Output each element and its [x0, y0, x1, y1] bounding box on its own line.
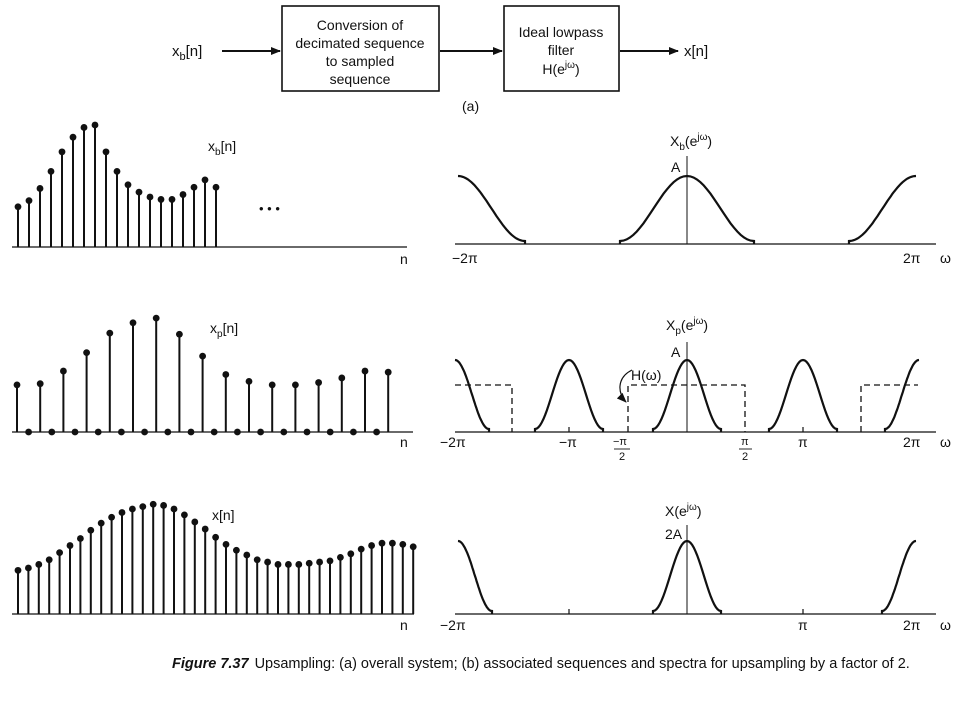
xp-sample [188, 429, 195, 436]
xp-lobe-pi [769, 360, 837, 432]
x-sample [399, 541, 406, 548]
xp-sample [338, 375, 345, 382]
xp-sample [48, 429, 55, 436]
xp-label: $x_p[n]$ [210, 320, 239, 340]
xb-sample [70, 134, 77, 141]
row3-tick-2pi: 2π [903, 617, 921, 633]
xb-sample [81, 124, 88, 131]
xp-sample [222, 371, 229, 378]
row2-n-label: n [400, 434, 408, 450]
row1-n-label: n [400, 251, 408, 267]
row3-tick-neg2pi: −2π [440, 617, 466, 633]
x-sample [171, 506, 178, 513]
xb-label: $x_b[n]$ [208, 138, 237, 158]
tick-neg-pi-over-2 [613, 436, 630, 463]
xb-sample [147, 194, 154, 201]
xb-lobe-left [458, 176, 525, 244]
x-label: x[n] [212, 507, 235, 523]
x-sample [358, 546, 365, 553]
continuation-dots: • • • [259, 201, 280, 216]
filter-block-transfer-fn: $H(e^{j\omega})$ [542, 60, 580, 77]
row1-tick-neg2pi: −2π [452, 250, 478, 266]
input-label: $x_b[n]$ [172, 43, 203, 63]
xp-sample [164, 429, 171, 436]
x-sample [212, 534, 219, 541]
x-sample [379, 540, 386, 547]
x-sample [77, 535, 84, 542]
x-sample [223, 541, 230, 548]
figure-caption [172, 655, 932, 674]
row2-omega-label: ω [940, 434, 951, 450]
x-sample [15, 567, 22, 574]
xb-sample [37, 185, 44, 192]
caption-text: Upsampling: (a) overall system; (b) associated sequences and spectra for upsampling by a factor of 2. [254, 656, 910, 672]
x-sample [191, 519, 198, 526]
x-sample [56, 549, 63, 556]
conversion-block-line2: decimated sequence [295, 35, 425, 51]
xb-sample [158, 196, 165, 203]
x-sample [25, 565, 32, 572]
xb-sample [103, 148, 110, 155]
conversion-block-line1: Conversion of [316, 17, 404, 33]
xp-sample [37, 380, 44, 387]
xp-lobe-neg-pi [535, 360, 603, 432]
row3-tick-pi: π [798, 617, 808, 633]
x-sample [337, 554, 344, 561]
xp-lobe-left [455, 360, 489, 432]
x-sample [139, 503, 146, 510]
filter-block-line2: filter [547, 42, 575, 58]
xp-sample [72, 429, 79, 436]
x-sample [389, 540, 396, 547]
xp-sample [211, 429, 218, 436]
x-sample [119, 509, 126, 516]
x-sample [275, 561, 282, 568]
part-a-label: (a) [462, 98, 480, 114]
frac-pos-numerator: π [741, 436, 749, 448]
xp-sample [327, 429, 334, 436]
xp-sample [280, 429, 287, 436]
row2-tick-neg2pi: −2π [440, 434, 466, 450]
xb-sample [213, 184, 220, 191]
row3-spectrum-panel [440, 502, 951, 633]
xp-sample [304, 429, 311, 436]
xp-sample [234, 429, 241, 436]
x-sample [264, 559, 271, 566]
row1-sequence-panel [12, 122, 408, 267]
xb-sample [125, 181, 132, 188]
xb-sample [48, 168, 55, 175]
xp-spectrum-label: $X_p(e^{j\omega})$ [666, 316, 709, 337]
xp-sample [83, 349, 90, 356]
xp-stems [14, 315, 392, 436]
xb-sample [26, 197, 33, 204]
x-spectrum-label: $X(e^{j\omega})$ [665, 502, 702, 519]
xb-sample [92, 122, 99, 129]
x-sample [327, 558, 334, 565]
xp-sample [118, 429, 125, 436]
xb-peak-label: A [671, 159, 681, 175]
block-diagram [172, 6, 708, 114]
xp-sample [257, 429, 264, 436]
x-sample [243, 552, 250, 559]
xp-sample [362, 368, 369, 375]
xp-sample [385, 369, 392, 376]
row3-omega-label: ω [940, 617, 951, 633]
conversion-block-line4: sequence [329, 71, 391, 87]
xb-sample [202, 177, 209, 184]
x-sample [67, 542, 74, 549]
xp-sample [199, 353, 206, 360]
x-sample [316, 559, 323, 566]
frac-neg-denominator: 2 [619, 451, 626, 463]
x-sample [98, 520, 105, 527]
filter-block-line1: Ideal lowpass [518, 24, 604, 40]
row1-tick-2pi: 2π [903, 250, 921, 266]
xp-sample [14, 381, 21, 388]
x-lobe-left [458, 541, 492, 614]
row1-spectrum-panel [452, 132, 951, 266]
xp-sample [130, 319, 137, 326]
xp-sample [60, 368, 67, 375]
xp-sample [153, 315, 160, 322]
x-sample [295, 561, 302, 568]
x-sample [233, 547, 240, 554]
conversion-block-line3: to sampled [325, 53, 395, 69]
xp-sample [25, 429, 32, 436]
xp-sample [292, 381, 299, 388]
filter-label: H(ω) [631, 367, 662, 383]
xp-sample [246, 378, 253, 385]
row3-n-label: n [400, 617, 408, 633]
x-peak-label: 2A [665, 526, 683, 542]
xb-sample [136, 189, 143, 196]
xp-lobe-right [885, 360, 919, 432]
xp-sample [269, 381, 276, 388]
xb-sample [59, 148, 66, 155]
xp-sample [141, 429, 148, 436]
row2-tick-neg-pi: −π [559, 434, 577, 450]
xb-spectrum-label: $X_b(e^{j\omega})$ [670, 132, 713, 153]
frac-pos-denominator: 2 [742, 451, 749, 463]
xb-sample [15, 203, 22, 210]
x-lobe-right [882, 541, 916, 614]
xb-stems [15, 122, 220, 247]
output-label: x[n] [684, 43, 709, 60]
xb-sample [180, 191, 187, 198]
x-sample [181, 511, 188, 518]
row3-sequence-panel [12, 501, 417, 633]
x-sample [368, 542, 375, 549]
xp-sample [106, 330, 113, 337]
xp-sample [350, 429, 357, 436]
x-sample [46, 556, 53, 563]
xp-sample [176, 331, 183, 338]
frac-neg-numerator: −π [613, 436, 628, 448]
x-sample [150, 501, 157, 508]
row2-spectrum-panel [440, 316, 951, 463]
tick-pi-over-2 [739, 436, 752, 463]
xb-sample [114, 168, 121, 175]
x-sample [254, 556, 261, 563]
xp-peak-label: A [671, 344, 681, 360]
xb-lobe-right [849, 176, 916, 244]
x-sample [87, 527, 94, 534]
x-sample [347, 550, 354, 557]
x-sample [202, 526, 209, 533]
xp-sample [315, 379, 322, 386]
xp-sample [95, 429, 102, 436]
figure-number: Figure 7.37 [172, 656, 249, 672]
x-sample [160, 502, 167, 509]
row2-tick-2pi: 2π [903, 434, 921, 450]
row2-sequence-panel [12, 315, 413, 450]
x-sample [410, 543, 417, 550]
xp-sample [373, 429, 380, 436]
x-sample [35, 561, 42, 568]
x-sample [306, 560, 313, 567]
xb-sample [191, 184, 198, 191]
row2-tick-pi: π [798, 434, 808, 450]
x-sample [108, 514, 115, 521]
x-sample [285, 561, 292, 568]
row1-omega-label: ω [940, 250, 951, 266]
xb-sample [169, 196, 176, 203]
x-sample [129, 506, 136, 513]
